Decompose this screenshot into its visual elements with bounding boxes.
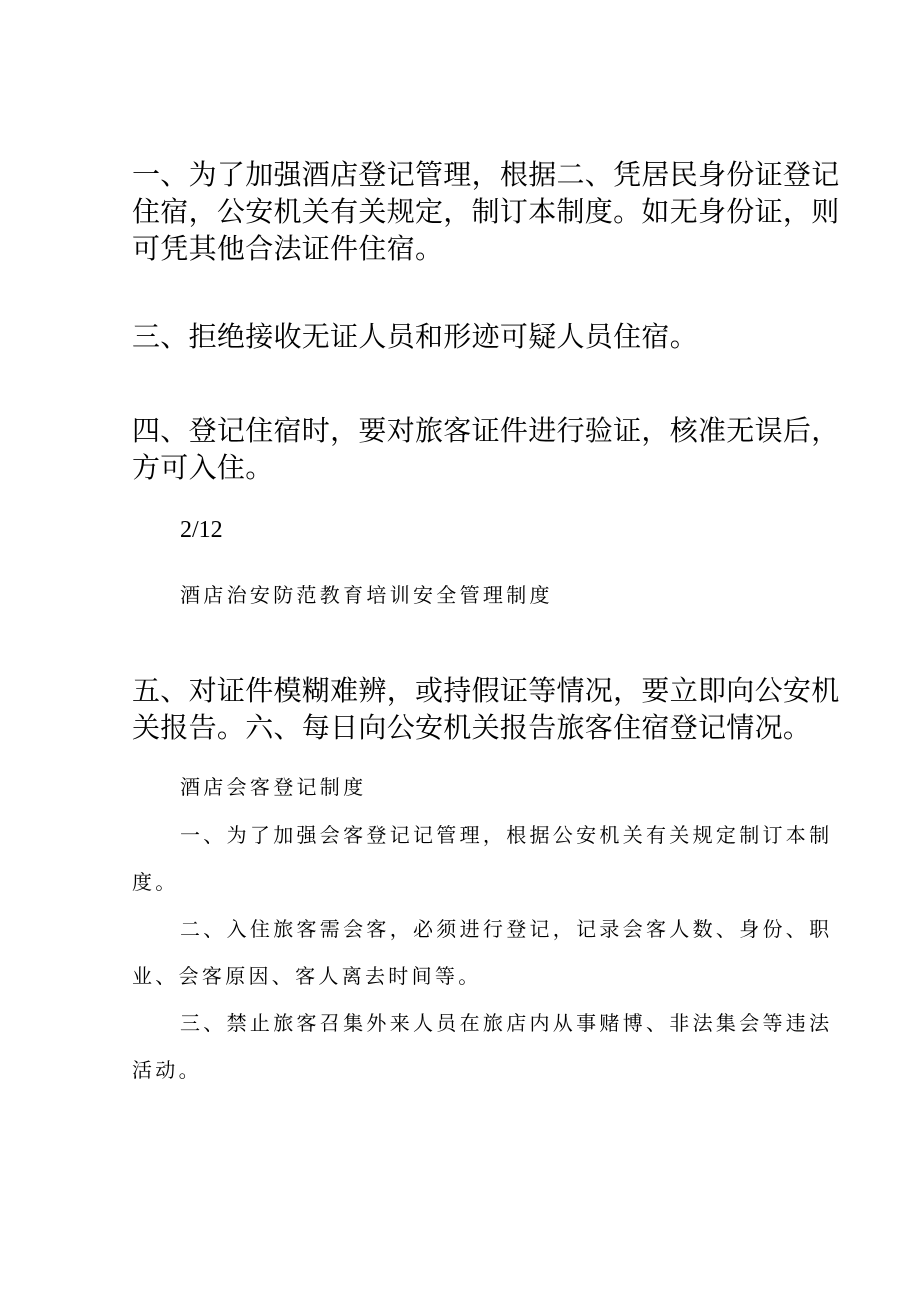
text-line: 度。 — [132, 870, 179, 894]
section-title-text: 酒店会客登记制度 — [180, 775, 367, 799]
paragraph-verify-documents — [132, 412, 840, 486]
text-line: 活动。 — [132, 1058, 202, 1082]
visitor-rule-2 — [132, 906, 832, 1000]
visitor-rule-3 — [132, 1000, 832, 1094]
text-line: 五、对证件模糊难辨，或持假证等情况，要立即向公安机 — [132, 674, 840, 707]
text-line: 三、拒绝接收无证人员和形迹可疑人员住宿。 — [132, 320, 699, 353]
text-line: 业、会客原因、客人离去时间等。 — [132, 964, 482, 988]
visitor-rule-1 — [132, 812, 832, 906]
text-line: 一、为了加强酒店登记管理，根据二、凭居民身份证登记 — [132, 158, 840, 191]
page-number: 2/12 — [180, 517, 223, 543]
text-line: 二、入住旅客需会客，必须进行登记，记录会客人数、身份、职 — [180, 917, 833, 941]
paragraph-registration-basis — [132, 156, 840, 267]
text-line: 四、登记住宿时，要对旅客证件进行验证，核准无误后， — [132, 414, 840, 447]
section-title-visitor-registration — [180, 764, 366, 811]
text-line: 住宿，公安机关有关规定，制订本制度。如无身份证，则 — [132, 195, 840, 228]
section-title-text: 酒店治安防范教育培训安全管理制度 — [180, 583, 553, 607]
text-line: 三、禁止旅客召集外来人员在旅店内从事赌博、非法集会等违法 — [180, 1011, 833, 1035]
text-line: 可凭其他合法证件住宿。 — [132, 232, 444, 265]
text-line: 方可入住。 — [132, 451, 274, 484]
paragraph-report-fake-documents — [132, 672, 840, 746]
paragraph-refuse-undocumented — [132, 318, 800, 355]
text-line: 关报告。六、每日向公安机关报告旅客住宿登记情况。 — [132, 711, 812, 744]
text-line: 一、为了加强会客登记记管理，根据公安机关有关规定制订本制 — [180, 823, 833, 847]
section-title-security-training — [180, 572, 553, 619]
